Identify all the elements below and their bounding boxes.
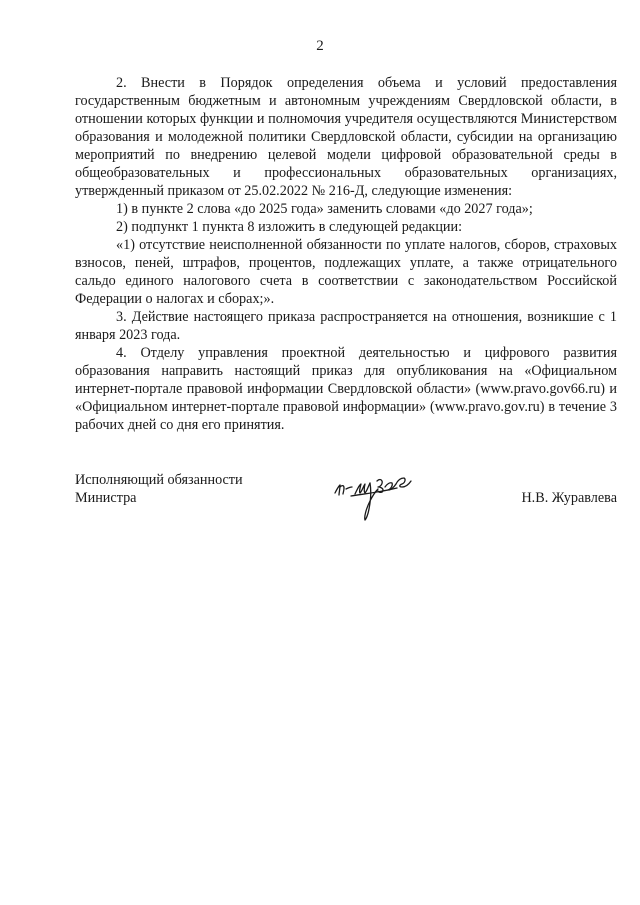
paragraph-item-2: 2. Внести в Порядок определения объема и условий предоставления государственным бюджетным и автономным учреждениям Свердловской области, в отношении которых функции и полномочия учредителя осуществляются Министерством образования и молодежной политики Свердловской области, субсидии на организацию мероприятий по внедрению целевой модели цифровой образовательной среды в общеобразовательных и профессиональных образовательных организациях, утвержденный приказом от 25.02.2022 № 216-Д, следующие изменения: — [75, 75, 617, 199]
paragraph-subitem-2: 2) подпункт 1 пункта 8 изложить в следующей редакции: — [116, 219, 463, 235]
signatory-position-line1: Исполняющий обязанности — [75, 472, 243, 488]
signatory-name: Н.В. Журавлева — [521, 490, 617, 506]
signature-block — [75, 471, 617, 531]
page-number: 2 — [316, 38, 324, 54]
paragraph-item-3: 3. Действие настоящего приказа распространяется на отношения, возникшие с 1 января 2023 года. — [75, 309, 617, 343]
paragraph-quoted-text: «1) отсутствие неисполненной обязанности по уплате налогов, сборов, страховых взносов, пеней, штрафов, процентов, подлежащих уплате, а также отрицательного сальдо единого налогового счета в соответствии с законодательством Российской Федерации о налогах и сборах;». — [75, 237, 617, 307]
signatory-position — [75, 471, 243, 507]
document-body — [75, 74, 617, 434]
signatory-position-line2: Министра — [75, 490, 137, 506]
paragraph-item-4: 4. Отделу управления проектной деятельностью и цифрового развития образования направить настоящий приказ для опубликования на «Официальном интернет-портале правовой информации Свердловской области» (www.pravo.gov66.ru) и «Официальном интернет-портале правовой информации» (www.pravo.gov.ru) в течение 3 рабочих дней со дня его принятия. — [75, 345, 617, 433]
paragraph-subitem-1: 1) в пункте 2 слова «до 2025 года» заменить словами «до 2027 года»; — [116, 201, 533, 217]
handwritten-signature — [333, 469, 413, 525]
